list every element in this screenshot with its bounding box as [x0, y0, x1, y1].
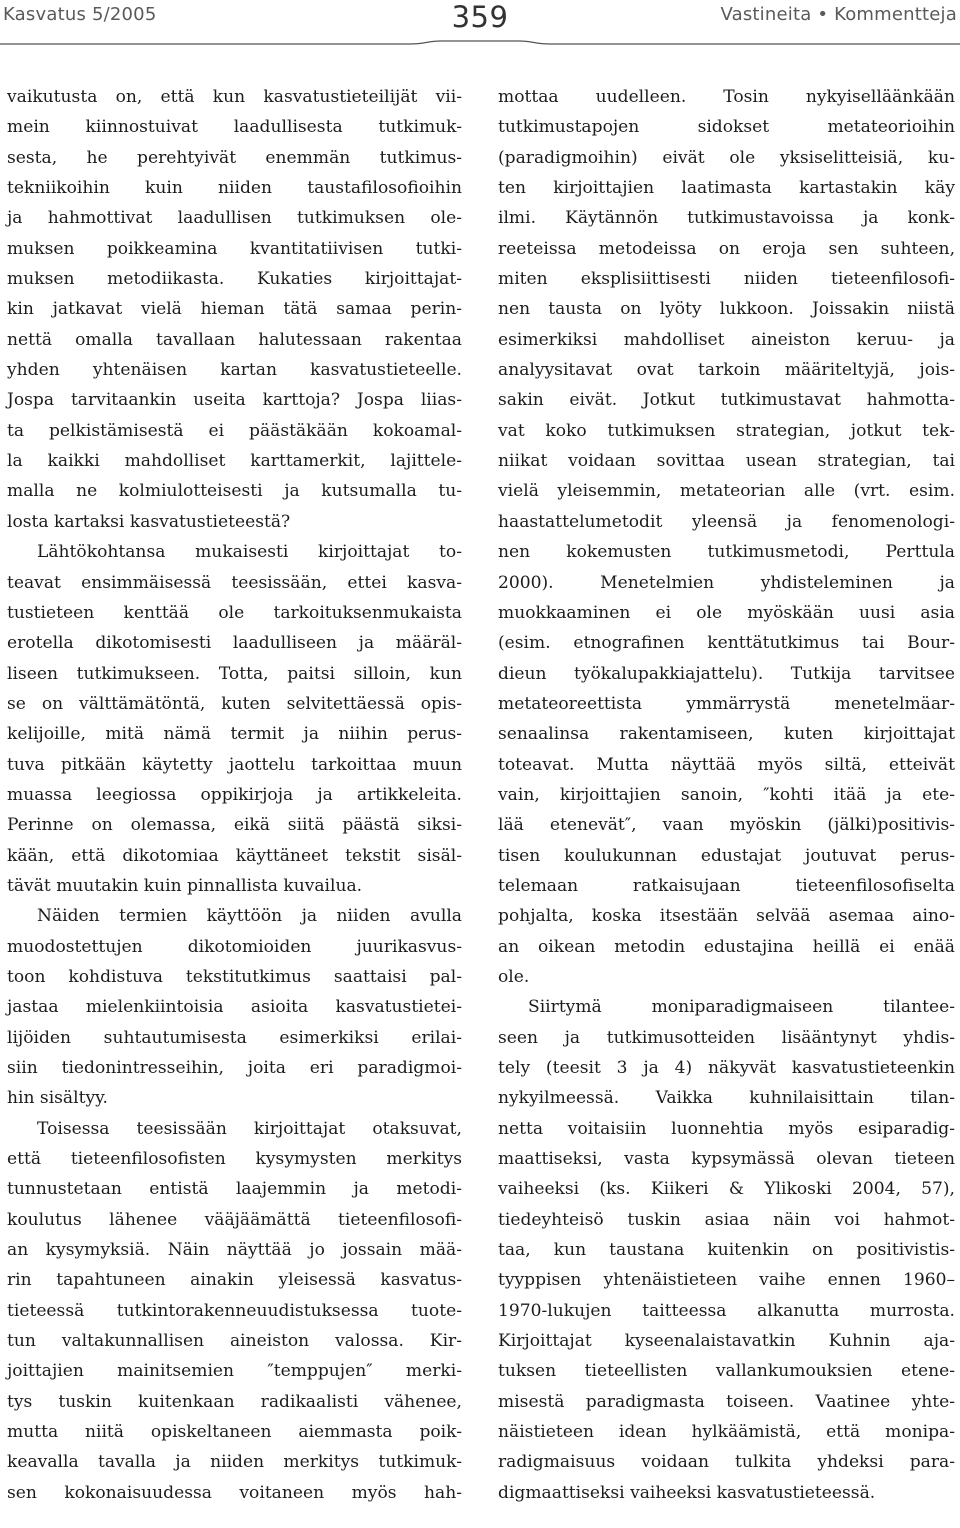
text-line: dieun työkalupakkiajattelu). Tutkija tarvitsee	[498, 663, 955, 684]
text-line: maattiseksi, vasta kypsymässä olevan tieteen	[498, 1149, 955, 1170]
text-line: lijöiden suhtautumisesta esimerkiksi erilai-	[7, 1027, 462, 1048]
text-line: muokkaaminen ei ole myöskään uusi asia	[498, 602, 955, 623]
text-line: tieteessä tutkintorakenneuudistuksessa tuote-	[7, 1300, 462, 1321]
text-line: muodostettujen dikotomioiden juurikasvus-	[7, 936, 462, 957]
text-line: hin sisältyy.	[7, 1088, 108, 1109]
text-line: misestä paradigmasta toiseen. Vaatinee yhte-	[498, 1391, 955, 1412]
text-line: tustieteen kenttää ole tarkoituksenmukaista	[7, 602, 462, 623]
text-line: siin tiedonintresseihin, joita eri paradigmoi-	[7, 1058, 462, 1078]
text-line: ten kirjoittajien laatimasta kartastakin käy	[498, 178, 955, 199]
text-line: seen ja tutkimusotteiden lisääntynyt yhdis-	[498, 1027, 955, 1048]
text-line: pohjalta, koska itsestään selvää asemaa aino-	[498, 906, 955, 927]
text-line: toon kohdistuva tekstitutkimus saattaisi pal-	[7, 966, 462, 987]
text-line: an oikean metodin edustajina heillä ei enää	[498, 936, 955, 957]
text-line: jastaa mielenkiintoisia asioita kasvatustietei-	[7, 997, 462, 1018]
text-line: tisen koulukunnan edustajat joutuvat perus-	[498, 845, 955, 866]
text-line: ole.	[498, 966, 530, 987]
text-line: vain, kirjoittajien sanoin, ″kohti itää ja ete-	[498, 784, 955, 805]
text-line: telemaan ratkaisujaan tieteenfilosofiselta	[498, 875, 955, 896]
text-line: (esim. etnografinen kenttätutkimus tai Bour-	[498, 633, 955, 654]
text-line: yhden yhtenäisen kartan kasvatustieteelle.	[7, 360, 462, 381]
text-line: ja hahmottivat laadullisen tutkimuksen ole-	[7, 208, 462, 229]
text-line: sakin eivät. Jotkut tutkimustavat hahmotta-	[498, 390, 955, 411]
text-line: malla ne kolmiulotteisesti ja kutsumalla tu-	[7, 481, 462, 502]
text-line: vielä yleisemmin, metateorian alle (vrt. esim.	[498, 481, 955, 502]
text-line: se on välttämätöntä, kuten selvitettäessä opis-	[7, 693, 462, 714]
text-line: an kysymyksiä. Näin näyttää jo jossain mää-	[7, 1240, 462, 1261]
text-line: reeteissa metodeissa on eroja sen suhteen,	[498, 238, 955, 259]
text-line: radigmaisuus voidaan tulkita yhdeksi para-	[498, 1452, 955, 1473]
right-column	[498, 82, 955, 1508]
text-line: tiedeyhteisö tuskin asiaa näin voi hahmot-	[498, 1209, 955, 1230]
text-line: 2000). Menetelmien yhdisteleminen ja	[498, 572, 955, 593]
text-line: Toisessa teesissään kirjoittajat otaksuvat,	[37, 1118, 462, 1139]
text-line: tävät muutakin kuin pinnallista kuvailua.	[7, 875, 363, 896]
text-line: tely (teesit 3 ja 4) näkyvät kasvatustieteenkin	[498, 1058, 955, 1078]
text-line: kään, että dikotomiaa käyttäneet tekstit sisäl-	[7, 845, 462, 866]
text-line: tuksen tieteellisten vallankumouksien etene-	[498, 1361, 955, 1382]
text-line: tyyppisen yhtenäistieteen vaihe ennen 1960–	[498, 1270, 955, 1291]
text-line: tutkimustapojen sidokset metateorioihin	[498, 117, 955, 138]
text-line: miten eksplisiittisesti niiden tieteenfilosofi-	[498, 269, 955, 290]
text-line: sen kokonaisuudessa voitaneen myös hah-	[7, 1482, 462, 1503]
text-line: Lähtökohtansa mukaisesti kirjoittajat to-	[37, 542, 462, 563]
text-line: sesta, he perehtyivät enemmän tutkimus-	[7, 147, 462, 168]
text-line: senaalinsa rakentamiseen, kuten kirjoittajat	[498, 724, 955, 745]
text-line: analyysitavat ovat tarkoin määriteltyjä, jois-	[498, 360, 955, 381]
text-line: vat koko tutkimuksen strategian, jotkut tek-	[498, 420, 955, 441]
text-line: muassa leegiossa oppikirjoja ja artikkeleita.	[7, 784, 462, 805]
text-line: koulutus lähenee vääjäämättä tieteenfilosofi-	[7, 1209, 462, 1230]
text-line: mutta niitä opiskeltaneen aiemmasta poik-	[7, 1422, 462, 1443]
text-line: rin tapahtuneen ainakin yleisessä kasvatus-	[7, 1270, 462, 1291]
text-line: nen tausta on lyöty lukkoon. Joissakin niistä	[498, 299, 955, 320]
journal-issue: Kasvatus 5/2005	[3, 4, 157, 25]
text-line: tun valtakunnallisen aineiston valossa. Kir-	[7, 1331, 462, 1352]
text-line: (paradigmoihin) eivät ole yksiselitteisiä, ku-	[498, 147, 955, 168]
text-line: että tieteenfilosofisten kysymysten merkitys	[7, 1149, 462, 1170]
text-line: erotella dikotomisesti laadulliseen ja määräl-	[7, 633, 462, 654]
text-line: 1970-lukujen taitteessa alkanutta murrosta.	[498, 1300, 955, 1321]
text-line: nettä omalla tavallaan halutessaan rakentaa	[7, 329, 462, 350]
text-line: nykyilmeessä. Vaikka kuhnilaisittain tilan-	[498, 1088, 955, 1109]
left-column	[7, 82, 462, 1508]
text-line: toteavat. Mutta näyttää myös siltä, etteivät	[498, 754, 955, 775]
text-line: Näiden termien käyttöön ja niiden avulla	[37, 906, 462, 927]
section-title: Vastineita • Kommentteja	[720, 4, 957, 25]
text-line: mein kiinnostuivat laadullisesta tutkimuk-	[7, 117, 462, 138]
text-line: ta pelkistämisestä ei päästäkään kokoamal-	[7, 420, 462, 441]
text-line: la kaikki mahdolliset karttamerkit, lajittele-	[7, 451, 462, 472]
text-line: kelijoille, mitä nämä termit ja niihin perus-	[7, 724, 462, 745]
text-line: niikat voidaan sovittaa usean strategian, tai	[498, 451, 955, 472]
text-line: tunnustetaan entistä laajemmin ja metodi-	[7, 1179, 462, 1200]
text-line: Perinne on olemassa, eikä siitä päästä siksi-	[7, 815, 462, 836]
text-line: Siirtymä moniparadigmaiseen tilantee-	[528, 997, 955, 1018]
text-line: teavat ensimmäisessä teesissään, ettei kasva-	[7, 572, 462, 593]
text-line: kin jatkavat vielä hieman tätä samaa perin-	[7, 299, 462, 320]
text-line: lää etenevät″, vaan myöskin (jälki)positivis-	[498, 815, 955, 836]
text-line: näistieteen idean hylkäämistä, että monipa-	[498, 1422, 955, 1443]
text-line: nen kokemusten tutkimusmetodi, Perttula	[498, 542, 955, 563]
text-line: muksen poikkeamina kvantitatiivisen tutki-	[7, 238, 462, 259]
running-header	[0, 0, 960, 44]
text-line: mottaa uudelleen. Tosin nykyiselläänkään	[498, 87, 955, 107]
text-line: tekniikoihin kuin niiden taustafilosofioihin	[7, 178, 462, 199]
text-line: Kirjoittajat kyseenalaistavatkin Kuhnin aja-	[498, 1331, 955, 1352]
text-line: joittajien mainitsemien ″temppujen″ merki-	[7, 1361, 462, 1382]
text-line: muksen metodiikasta. Kukaties kirjoittajat-	[7, 269, 462, 290]
text-line: vaiheeksi (ks. Kiikeri & Ylikoski 2004, 57),	[498, 1179, 955, 1200]
text-line: esimerkiksi mahdolliset aineiston keruu- ja	[498, 329, 955, 350]
text-line: tys tuskin kuitenkaan radikaalisti vähenee,	[7, 1391, 462, 1412]
text-line: haastattelumetodit yleensä ja fenomenologi-	[498, 511, 955, 532]
text-line: liseen tutkimukseen. Totta, paitsi silloin, kun	[7, 663, 462, 684]
header-rule	[0, 0, 960, 50]
text-line: digmaattiseksi vaiheeksi kasvatustieteessä.	[498, 1482, 876, 1503]
page-number: 359	[451, 0, 509, 34]
text-line: losta kartaksi kasvatustieteestä?	[7, 511, 291, 532]
text-line: taa, kun taustana kuitenkin on positivistis-	[498, 1240, 955, 1261]
text-line: vaikutusta on, että kun kasvatustieteilijät vii-	[7, 87, 462, 107]
text-line: Jospa tarvitaankin useita karttoja? Jospa liias-	[7, 390, 462, 411]
text-line: netta voitaisiin luonnehtia myös esiparadig-	[498, 1118, 955, 1139]
text-line: tuva pitkään käytetty jaottelu tarkoittaa muun	[7, 754, 462, 775]
text-line: keavalla tavalla ja niiden merkitys tutkimuk-	[7, 1452, 462, 1473]
text-line: metateoreettista ymmärrystä menetelmäar-	[498, 693, 955, 714]
text-line: ilmi. Käytännön tutkimustavoissa ja konk-	[498, 208, 955, 229]
